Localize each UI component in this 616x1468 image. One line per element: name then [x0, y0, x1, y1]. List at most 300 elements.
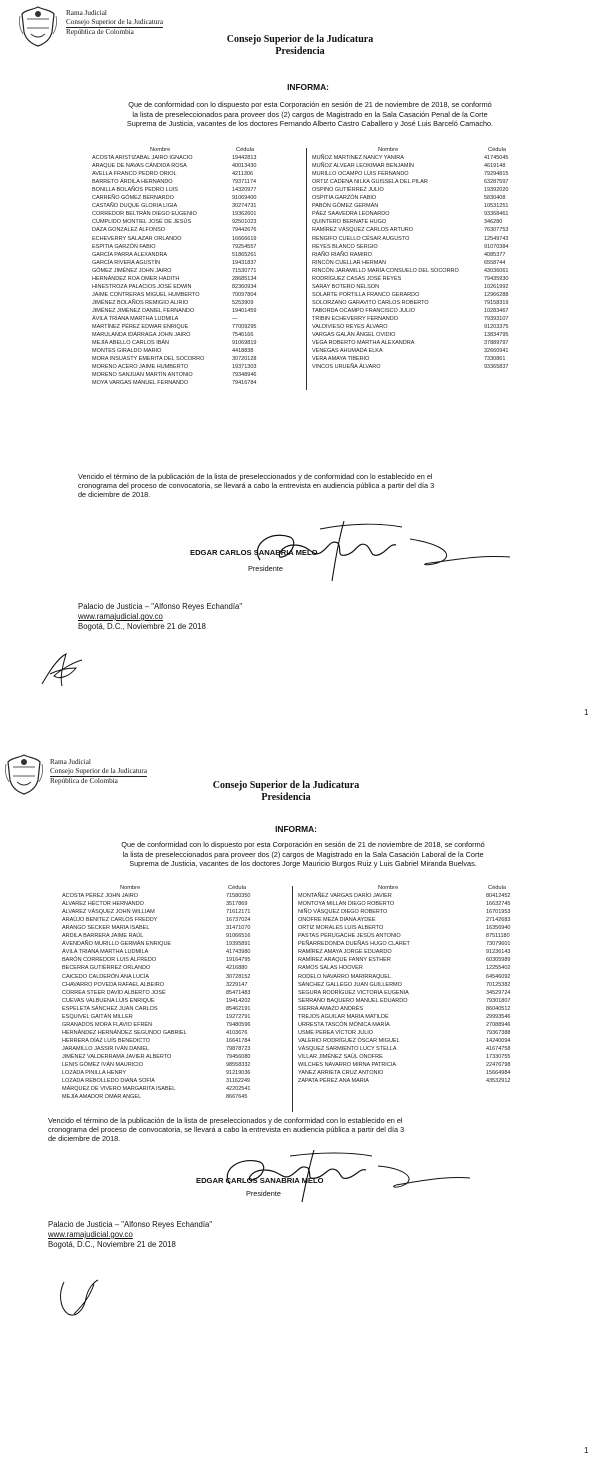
signer-name: EDGAR CARLOS SANABRIA MELO [190, 548, 318, 557]
coat-of-arms-icon [18, 4, 58, 48]
candidate-id: 14320977 [232, 187, 257, 194]
candidate-name: AVELLA FRANCO PEDRO ORIOL [92, 171, 177, 178]
candidate-id: 82360934 [232, 283, 257, 290]
footer-date: Bogotá, D.C., Noviembre 21 de 2018 [78, 622, 206, 631]
candidate-id: 70097804 [232, 291, 257, 298]
council-heading [196, 780, 376, 804]
footer-date: Bogotá, D.C., Noviembre 21 de 2018 [48, 1240, 176, 1249]
candidate-id: 91203375 [484, 324, 509, 331]
footer-block [78, 602, 242, 632]
name-column-header: Nombre [378, 147, 399, 153]
letterhead [66, 9, 163, 37]
candidate-id: 91070384 [484, 243, 509, 250]
candidate-name: CAICEDO CALDERÓN ANA LUCÍA [62, 973, 150, 980]
letterhead-country: República de Colombia [66, 28, 134, 36]
candidate-row [312, 162, 537, 170]
candidate-id: 79294815 [484, 171, 509, 178]
candidate-name: BARÓN CORREDOR LUIS ALFREDO [62, 957, 157, 964]
candidate-id: 34529724 [486, 989, 511, 996]
candidate-id: 79367388 [486, 1029, 511, 1036]
candidate-id: 31471070 [226, 925, 251, 932]
candidate-id: 19392020 [484, 187, 509, 194]
candidate-name: CORREA STEER DAVID ALBERTO JOSÉ [62, 989, 166, 996]
candidate-row [62, 989, 287, 997]
candidate-name: ESPITIA GARZÓN FABIO [92, 243, 156, 250]
letterhead-council: Consejo Superior de la Judicatura [50, 767, 148, 775]
candidate-row [312, 194, 537, 202]
candidate-id: 37889797 [484, 340, 509, 347]
candidate-id: 19371303 [232, 364, 257, 371]
candidate-row [92, 371, 302, 379]
closing-line: cronograma del proceso de convocatoria, se llevará a cabo la entrevista en audiencia pública a partir del día 3 [78, 481, 435, 491]
council-title: Consejo Superior de la Judicatura [212, 780, 360, 791]
candidate-id: 30274731 [232, 203, 257, 210]
candidate-row [62, 956, 287, 964]
candidate-row [92, 275, 302, 283]
council-heading [210, 34, 390, 58]
candidate-row [92, 235, 302, 243]
candidate-row [92, 170, 302, 178]
candidate-id: 85471483 [226, 989, 251, 996]
page-number: 1 [584, 708, 589, 717]
candidate-id: 7330861 [484, 356, 506, 363]
closing-line: de diciembre de 2018. [48, 1134, 121, 1144]
candidate-id: 73079601 [486, 941, 511, 948]
candidate-name: VENEGAS AHUMADA ELKA [312, 348, 383, 355]
intro-line: la lista de preseleccionados para proveer dos (2) cargos de Magistrado en la Sala Casación Penal de la Corte [132, 109, 488, 119]
candidate-name: RINCÓN JARAMILLO MARÍA CONSUELO DEL SOCORRO [312, 267, 459, 274]
candidate-name: ARDILA BARRERA JAIME RAÚL [62, 933, 144, 940]
candidate-row [92, 363, 302, 371]
candidate-id: 16737024 [226, 917, 251, 924]
candidate-row [298, 932, 538, 940]
candidate-name: RIAÑO RIAÑO RAMIRO [312, 251, 372, 258]
candidate-row [62, 1037, 287, 1045]
candidate-row [312, 251, 537, 259]
candidate-name: SERRANO BAQUERO MANUEL EDUARDO [298, 997, 408, 1004]
candidate-row [62, 1021, 287, 1029]
candidate-row [92, 355, 302, 363]
candidate-row [92, 347, 302, 355]
intro-paragraph [48, 840, 558, 869]
candidate-id: — [232, 315, 238, 322]
candidate-name: HERNÁNDEZ HERNÁNDEZ SEGUNDO GABRIEL [62, 1029, 187, 1036]
candidate-id: 30728152 [226, 973, 251, 980]
candidate-row [312, 299, 537, 307]
document-page-2 [0, 734, 616, 1468]
candidate-id: 7546166 [232, 332, 254, 339]
candidate-name: TRIBIN ECHEVERRY FERNANDO [312, 315, 398, 322]
candidate-name: RODRÍGUEZ CASAS JOSÉ REYES [312, 275, 402, 282]
candidate-id: 51865261 [232, 251, 257, 258]
candidate-id: 10261992 [484, 283, 509, 290]
candidate-id: 15664984 [486, 1070, 511, 1077]
candidate-name: ÁVENDAÑO MURILLO GERMÁN ENRIQUE [62, 941, 172, 948]
name-column-header: Nombre [378, 885, 399, 891]
candidate-name: MARULANDA IDÁRRAGA JOHN JAIRO [92, 332, 191, 339]
initials-signature-icon [36, 650, 86, 690]
intro-line: Que de conformidad con lo dispuesto por esta Corporación en sesión de 21 de noviembre de 2018, se conformó [128, 100, 492, 109]
candidate-row [312, 170, 537, 178]
candidate-id: 16641784 [226, 1037, 251, 1044]
candidate-row [62, 1029, 287, 1037]
candidate-id: 4619148 [484, 163, 506, 170]
list-header [298, 884, 538, 892]
candidate-id: 76307753 [484, 227, 509, 234]
candidate-name: VINCOS URUEÑA ÁLVARO [312, 364, 381, 371]
signer-role: Presidente [246, 1189, 281, 1198]
candidate-id: 12966288 [484, 291, 509, 298]
candidate-name: VILLAR JIMÉNEZ SAÚL ONOFRE [298, 1053, 383, 1060]
candidate-id: 4211306 [232, 171, 254, 178]
candidate-row [312, 267, 537, 275]
candidate-name: ÁLVAREZ HÉCTOR HERNANDO [62, 901, 144, 908]
candidate-row [312, 202, 537, 210]
footer-place: Palacio de Justicia – "Alfonso Reyes Echandía" [48, 1220, 213, 1229]
candidate-name: JAIME CONTRERAS MIGUEL HUMBERTO [92, 291, 200, 298]
candidate-row [92, 243, 302, 251]
letterhead-branch: Rama Judicial [66, 9, 107, 17]
candidate-name: MEJÍA ABELLO CARLOS IBÁN [92, 340, 170, 347]
candidate-row [298, 1077, 538, 1085]
candidate-row [312, 186, 537, 194]
candidate-name: VEGA ROBERTO MARTHA ALEXANDRA [312, 340, 415, 347]
council-subtitle: Presidencia [275, 46, 325, 57]
candidate-name: USME PEREA VÍCTOR JULIO [298, 1029, 374, 1036]
candidate-row [92, 283, 302, 291]
candidate-name: SIERRA AMAZO ANDRÉS [298, 1005, 364, 1012]
candidate-name: MUÑOZ ALVEAR LEOKIMAR BENJAMÍN [312, 163, 414, 170]
candidate-row [62, 932, 287, 940]
list-header [92, 146, 302, 154]
candidate-id: 70125382 [486, 981, 511, 988]
letterhead-country: República de Colombia [50, 777, 118, 785]
candidate-id: 8667645 [226, 1094, 248, 1101]
candidate-name: YANEZ ARRIETA CRUZ ANTONIO [298, 1070, 384, 1077]
candidate-name: MORENO ACERO JAIME HUMBERTO [92, 364, 189, 371]
candidate-name: URRESTA TASCÓN MÓNICA MARÍA [298, 1021, 390, 1028]
candidate-row [298, 892, 538, 900]
candidate-name: BECERRA GUTIÉRREZ ORLANDO [62, 965, 151, 972]
candidate-list-right [312, 146, 537, 371]
letterhead-council: Consejo Superior de la Judicatura [66, 18, 164, 26]
candidate-id: 10283467 [484, 307, 509, 314]
candidate-name: HINESTROZA PALACIOS JOSÉ EDWIN [92, 283, 192, 290]
candidate-name: ÁVILA TRIANA MARTHA LUDMILA [62, 949, 149, 956]
candidate-row [62, 1013, 287, 1021]
candidate-row [92, 307, 302, 315]
candidate-name: PASTAS PERUGACHE JESÚS ANTONIO [298, 933, 401, 940]
candidate-name: MURILLO OCAMPO LUIS FERNANDO [312, 171, 409, 178]
candidate-row [298, 997, 538, 1005]
candidate-name: VALDIVIESO REYES ÁLVARO [312, 324, 388, 331]
candidate-id: 91069400 [232, 195, 257, 202]
candidate-name: TABORDA OCAMPO FRANCISCO JULIO [312, 307, 415, 314]
candidate-id: 64546092 [486, 973, 511, 980]
candidate-row [92, 210, 302, 218]
closing-line: Vencido el término de la publicación de la lista de preseleccionados y de conformidad con lo establecido en el [48, 1116, 403, 1125]
candidate-id: 3517869 [226, 901, 248, 908]
candidate-id: 86040512 [486, 1005, 511, 1012]
candidate-row [312, 283, 537, 291]
candidate-name: JARAMILLO JASSIR IVÁN DANIEL [62, 1045, 150, 1052]
candidate-name: OSPINO GUTIÉRREZ JULIO [312, 187, 384, 194]
candidate-id: 79348946 [232, 372, 257, 379]
candidate-name: SÁNCHEZ GALLEGO JUAN GUILLERMO [298, 981, 402, 988]
candidate-name: RODELO NAVARRO MARIRRAQUEL [298, 973, 392, 980]
candidate-row [312, 307, 537, 315]
candidate-id: 5253909 [232, 299, 254, 306]
candidate-id: 91236143 [486, 949, 511, 956]
candidate-id: 16666619 [232, 235, 257, 242]
candidate-row [312, 243, 537, 251]
intro-line: Suprema de Justicia, vacantes de los doctores Fernando Alberto Castro Caballero y José Luis Barceló Camacho. [126, 119, 494, 129]
candidate-name: VÁSQUEZ SARMIENTO LUCY STELLA [298, 1045, 397, 1052]
candidate-name: ONOFRE MEZA DIANA AYDEE [298, 917, 376, 924]
candidate-id: 4085377 [484, 251, 506, 258]
candidate-id: 12549743 [484, 235, 509, 242]
candidate-id: 79371174 [232, 179, 257, 186]
candidate-name: GRANADOS MORA FLAVIO EFRÉN [62, 1021, 153, 1028]
candidate-row [62, 981, 287, 989]
candidate-name: RENGIFO CUELLO CÉSAR AUGUSTO [312, 235, 410, 242]
candidate-row [298, 1069, 538, 1077]
candidate-name: OSPITIA GARZÓN FABIO [312, 195, 377, 202]
candidate-name: VALERIO RODRÍGUEZ ÓSCAR MIGUEL [298, 1037, 400, 1044]
candidate-id: 43532912 [486, 1078, 511, 1085]
candidate-id: 4103676 [226, 1029, 248, 1036]
candidate-row [312, 339, 537, 347]
candidate-row [312, 210, 537, 218]
candidate-id: 28685134 [232, 275, 257, 282]
candidate-id: 19362601 [232, 211, 257, 218]
candidate-id: 71580350 [226, 893, 251, 900]
candidate-id: 91069819 [232, 340, 257, 347]
candidate-id: 92501023 [232, 219, 257, 226]
candidate-id: 77009295 [232, 324, 257, 331]
candidate-name: MORA INSUASTY EMERITA DEL SOCORRO [92, 356, 205, 363]
candidate-row [62, 948, 287, 956]
candidate-name: MOYA VARGAS MANUEL FERNANDO [92, 380, 189, 387]
candidate-name: MONTOYA MILLAN DIEGO ROBERTO [298, 901, 395, 908]
candidate-name: REYES BLANCO SERGIO [312, 243, 378, 250]
candidate-name: NIÑO VÁSQUEZ DIEGO ROBERTO [298, 909, 388, 916]
candidate-id: 71612171 [226, 909, 251, 916]
candidate-name: ÁVILA TRIANA MARTHA LUDMILA [92, 315, 179, 322]
candidate-row [298, 924, 538, 932]
list-header [312, 146, 537, 154]
candidate-row [298, 1013, 538, 1021]
candidate-name: ESPELETA SÁNCHEZ JUAN CARLOS [62, 1005, 158, 1012]
candidate-id: 79301807 [486, 997, 511, 1004]
candidate-name: ORTIZ CADENA NILKA GUISSELA DEL PILAR [312, 179, 428, 186]
candidate-list-left [92, 146, 302, 387]
candidate-id: 346280 [484, 219, 503, 226]
candidate-name: ACOSTA PÉREZ JOHN JAIRO [62, 893, 138, 900]
closing-line: Vencido el término de la publicación de la lista de preseleccionados y de conformidad con lo establecido en el [78, 472, 433, 481]
candidate-id: 30720128 [232, 356, 257, 363]
candidate-name: MONTES GIRALDO MARIO [92, 348, 162, 355]
candidate-row [92, 162, 302, 170]
candidate-id: 19164795 [226, 957, 251, 964]
candidate-id: 60305989 [486, 957, 511, 964]
candidate-name: VARGAS GALÁN ÁNGEL OVIDIO [312, 332, 396, 339]
candidate-name: SARAY BOTERO NÉLSON [312, 283, 380, 290]
candidate-row [312, 275, 537, 283]
candidate-name: ARANGO SECKER MARIA ISABEL [62, 925, 150, 932]
list-header [62, 884, 287, 892]
candidate-id: 16632745 [486, 901, 511, 908]
id-column-header: Cédula [488, 885, 507, 891]
candidate-row [298, 940, 538, 948]
candidate-name: CUMPLIDO MONTIEL JOSÉ DE JESÚS [92, 219, 192, 226]
id-column-header: Cédula [488, 147, 507, 153]
candidate-name: MORENO SANJUAN MARTÍN ANTONIO [92, 372, 193, 379]
candidate-row [298, 908, 538, 916]
candidate-id: 91219036 [226, 1070, 251, 1077]
candidate-name: QUINTERO BERNATE HUGO [312, 219, 387, 226]
candidate-row [62, 916, 287, 924]
footer-place: Palacio de Justicia – "Alfonso Reyes Echandía" [78, 602, 243, 611]
candidate-row [298, 1037, 538, 1045]
candidate-name: TREJOS AGUILAR MARIA MATILDE [298, 1013, 389, 1020]
name-column-header: Nombre [150, 147, 171, 153]
candidate-name: ZAPATA PÉREZ ANA MARIA [298, 1078, 369, 1085]
candidate-id: 63287597 [484, 179, 509, 186]
candidate-row [298, 989, 538, 997]
candidate-id: 14240094 [486, 1037, 511, 1044]
candidate-row [62, 1005, 287, 1013]
candidate-id: 5830408 [484, 195, 506, 202]
candidate-row [62, 1085, 287, 1093]
candidate-name: ESQUIVEL GAITÁN MILLER [62, 1013, 133, 1020]
candidate-row [92, 323, 302, 331]
id-column-header: Cédula [228, 885, 247, 891]
candidate-row [62, 900, 287, 908]
candidate-row [312, 331, 537, 339]
candidate-row [312, 235, 537, 243]
candidate-name: MONTAÑEZ VARGAS DARÍO JAVIER [298, 893, 392, 900]
candidate-row [298, 964, 538, 972]
candidate-row [312, 315, 537, 323]
candidate-id: 87511180 [486, 933, 510, 940]
candidate-id: 71530771 [232, 267, 257, 274]
candidate-id: 16356940 [486, 925, 511, 932]
candidate-id: 31162249 [226, 1078, 251, 1085]
candidate-row [92, 331, 302, 339]
candidate-id: 79456080 [226, 1053, 251, 1060]
candidate-name: ARAQUE DE NAVAS CÁNDIDA ROSA [92, 163, 187, 170]
candidate-id: 19395891 [226, 941, 251, 948]
candidate-id: 79480596 [226, 1021, 251, 1028]
candidate-row [92, 315, 302, 323]
candidate-name: MUÑOZ MARTINEZ NANCY YANIRA [312, 155, 404, 162]
informa-heading: INFORMA: [275, 824, 317, 834]
candidate-row [298, 1053, 538, 1061]
candidate-id: 41745045 [484, 155, 509, 162]
candidate-name: CHAVARRO POVEDA RAFAEL ALBEIRO [62, 981, 164, 988]
candidate-id: 10531251 [484, 203, 509, 210]
candidate-row [92, 379, 302, 387]
candidate-id: 29993546 [486, 1013, 511, 1020]
candidate-row [312, 226, 537, 234]
candidate-name: LENIS GÓMEZ IVÁN MAURICIO [62, 1062, 143, 1069]
candidate-row [298, 948, 538, 956]
candidate-row [92, 218, 302, 226]
website-link[interactable]: www.ramajudicial.gov.co [48, 1230, 133, 1239]
intro-line: la lista de preseleccionados para proveer dos (2) cargos de Magistrado en la Sala Casación Laboral de la Corte [122, 849, 484, 859]
candidate-row [92, 178, 302, 186]
candidate-id: 19272791 [226, 1013, 251, 1020]
candidate-name: SOLORZANO GARAVITO CARLOS ROBERTO [312, 299, 429, 306]
candidate-id: 79393107 [484, 315, 509, 322]
candidate-row [312, 363, 537, 371]
website-link[interactable]: www.ramajudicial.gov.co [78, 612, 163, 621]
candidate-id: 85462191 [226, 1005, 251, 1012]
candidate-id: 19401459 [232, 307, 257, 314]
candidate-row [298, 1029, 538, 1037]
candidate-row [312, 218, 537, 226]
closing-line: cronograma del proceso de convocatoria, se llevará a cabo la entrevista en audiencia pública a partir del día 3 [48, 1125, 405, 1135]
candidate-name: JIMÉNEZ VALDERRAMA JAVIER ALBERTO [62, 1053, 172, 1060]
candidate-row [298, 916, 538, 924]
candidate-name: ORTIZ MORALES LUIS ALBERTO [298, 925, 384, 932]
candidate-row [62, 924, 287, 932]
candidate-id: 16701953 [486, 909, 511, 916]
closing-paragraph [78, 472, 548, 500]
candidate-row [92, 299, 302, 307]
candidate-name: HERRERA DÍAZ LUÍS BENEDICTO [62, 1037, 150, 1044]
council-subtitle: Presidencia [261, 792, 311, 803]
candidate-id: 79416784 [232, 380, 257, 387]
candidate-row [62, 1045, 287, 1053]
candidate-name: CUEVAS VALBUENA LUIS ENRIQUE [62, 997, 155, 1004]
candidate-row [92, 259, 302, 267]
candidate-name: GARCÍA PARRA ALEXANDRA [92, 251, 168, 258]
candidate-name: BARRETO ÁRDILA HERNANDO [92, 179, 173, 186]
candidate-row [298, 1021, 538, 1029]
column-divider [306, 148, 307, 390]
candidate-list-left [62, 884, 287, 1101]
candidate-id: 93368461 [484, 211, 509, 218]
candidate-id: 80412452 [486, 893, 511, 900]
candidate-id: 19431837 [232, 259, 257, 266]
candidate-id: 17330755 [486, 1053, 511, 1060]
candidate-row [312, 323, 537, 331]
candidate-id: 22476798 [486, 1062, 511, 1069]
candidate-name: PÁEZ SAAVEDRA LEONARDO [312, 211, 390, 218]
candidate-row [298, 1061, 538, 1069]
candidate-name: ARAÚJO BENITEZ CARLOS FREDDY [62, 917, 158, 924]
candidate-id: 41674758 [486, 1045, 511, 1052]
candidate-name: ÁLVAREZ VÁSQUEZ JOHN WILLIAM [62, 909, 155, 916]
candidate-row [92, 194, 302, 202]
letterhead-branch: Rama Judicial [50, 758, 91, 766]
column-divider [292, 886, 293, 1112]
intro-line: Que de conformidad con lo dispuesto por esta Corporación en sesión de 21 de noviembre de 2018, se conformó [121, 840, 485, 849]
closing-line: de diciembre de 2018. [78, 490, 151, 500]
candidate-row [62, 973, 287, 981]
council-title: Consejo Superior de la Judicatura [226, 34, 374, 45]
candidate-name: PABÓN GÓMEZ GERMÁN [312, 203, 379, 210]
candidate-row [312, 154, 537, 162]
candidate-id: 4418838 [232, 348, 254, 355]
coat-of-arms-icon [4, 752, 44, 796]
candidate-row [298, 956, 538, 964]
candidate-name: RAMÍREZ ARAQUE FANNY ESTHER [298, 957, 391, 964]
candidate-name: GARCÍA RIVERA AGUSTÍN [92, 259, 161, 266]
candidate-name: BONILLA BOLAÑOS PEDRO LUIS [92, 187, 178, 194]
